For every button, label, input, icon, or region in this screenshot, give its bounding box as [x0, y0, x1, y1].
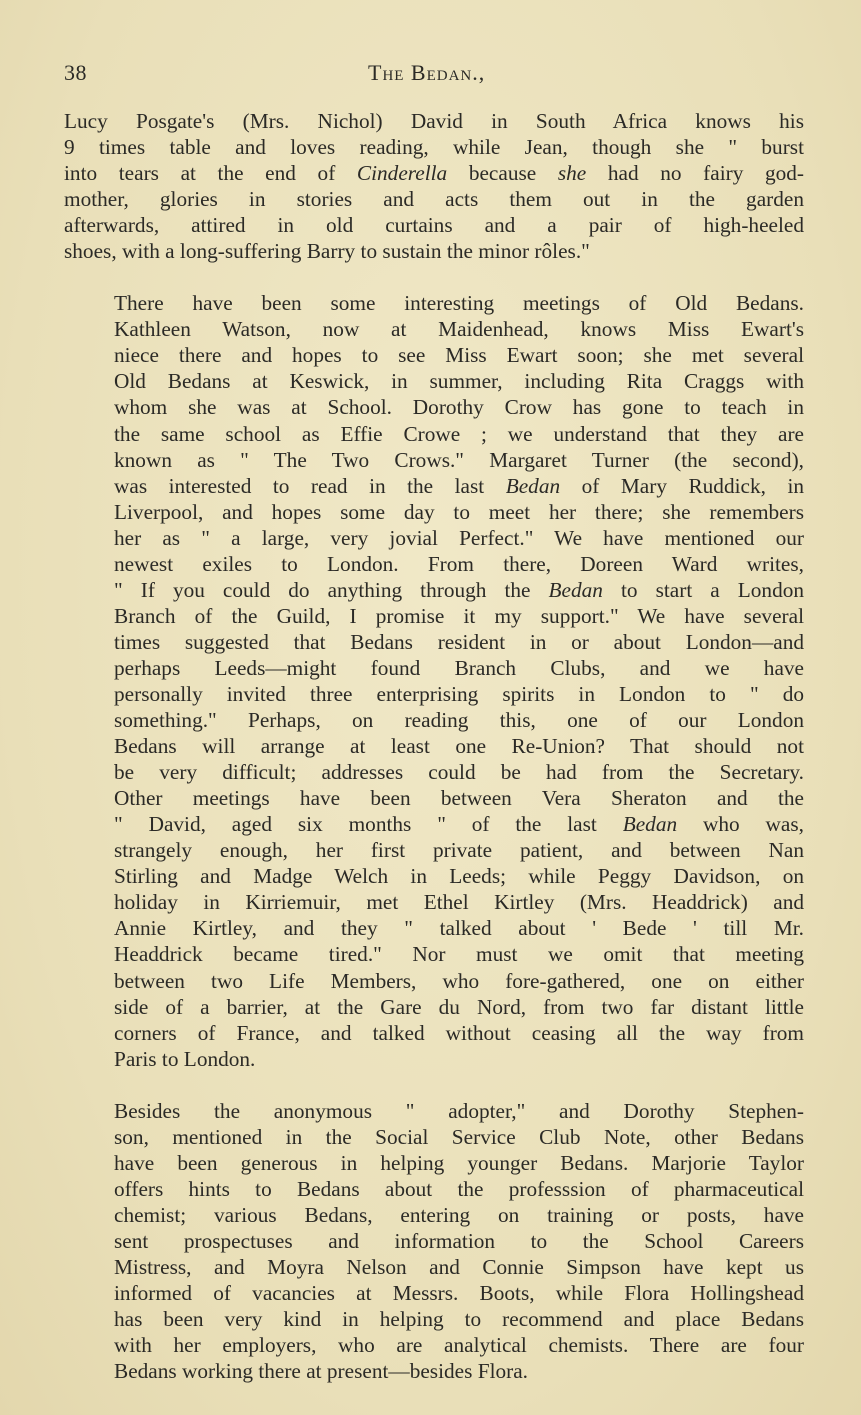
text-line: Other meetings have been between Vera Sheraton and the — [114, 786, 804, 811]
text-line: was interested to read in the last Bedan of Mary Ruddick, in — [114, 473, 805, 498]
text-line: sent prospectuses and information to the School Careers — [114, 1228, 804, 1253]
paragraph-helping-younger-bedans — [64, 1098, 804, 1385]
text-line: Lucy Posgate's (Mrs. Nichol) David in South Africa knows his — [64, 109, 804, 133]
page-header — [64, 60, 797, 90]
body-text — [64, 108, 804, 1384]
text-line: " If you could do anything through the Bedan to start a London — [114, 577, 805, 602]
text-line: shoes, with a long-suffering Barry to sustain the minor rôles." — [64, 239, 590, 264]
text-line: Liverpool, and hopes some day to meet her there; she remembers — [114, 499, 804, 524]
text-line: There have been some interesting meetings of Old Bedans. — [114, 291, 804, 316]
paragraph-old-bedans-meetings — [64, 290, 804, 1071]
page-number: 38 — [64, 60, 87, 85]
text-line: Paris to London. — [114, 1046, 256, 1071]
text-line: niece there and hopes to see Miss Ewart soon; she met several — [114, 343, 804, 368]
text-line: has been very kind in helping to recommend and place Bedans — [114, 1307, 804, 1332]
text-line: times suggested that Bedans resident in or about London—and — [114, 629, 804, 654]
text-line: Bedans will arrange at least one Re-Union? That should not — [114, 734, 804, 759]
text-line: holiday in Kirriemuir, met Ethel Kirtley (Mrs. Headdrick) and — [114, 890, 804, 915]
text-line: informed of vacancies at Messrs. Boots, while Flora Hollingshead — [114, 1281, 804, 1306]
text-line: between two Life Members, who fore-gathered, one on either — [114, 968, 804, 993]
text-line: side of a barrier, at the Gare du Nord, from two far distant little — [114, 994, 804, 1019]
text-line: Bedans working there at present—besides Flora. — [114, 1359, 528, 1384]
text-line: whom she was at School. Dorothy Crow has gone to teach in — [114, 395, 804, 420]
text-line: " David, aged six months " of the last Bedan who was, — [114, 812, 804, 837]
text-line: Mistress, and Moyra Nelson and Connie Simpson have kept us — [114, 1254, 804, 1279]
running-head: The Bedan., — [368, 60, 486, 85]
text-line: son, mentioned in the Social Service Club Note, other Bedans — [114, 1124, 804, 1149]
text-line: Branch of the Guild, I promise it my support." We have several — [114, 603, 804, 628]
text-line: something." Perhaps, on reading this, one of our London — [114, 708, 804, 733]
text-line: offers hints to Bedans about the professsion of pharmaceutical — [114, 1176, 804, 1201]
text-line: into tears at the end of Cinderella because she had no fairy god- — [64, 161, 804, 186]
text-line: have been generous in helping younger Bedans. Marjorie Taylor — [114, 1150, 804, 1175]
text-line: corners of France, and talked without ceasing all the way from — [114, 1020, 804, 1045]
text-line: 9 times table and loves reading, while Jean, though she " burst — [64, 135, 804, 160]
text-line: strangely enough, her first private patient, and between Nan — [114, 838, 804, 863]
text-line: personally invited three enterprising spirits in London to " do — [114, 681, 804, 706]
text-line: mother, glories in stories and acts them out in the garden — [64, 187, 804, 212]
text-line: with her employers, who are analytical chemists. There are four — [114, 1333, 804, 1358]
text-line: be very difficult; addresses could be had from the Secretary. — [114, 760, 804, 785]
text-line: known as " The Two Crows." Margaret Turner (the second), — [114, 447, 804, 472]
paragraph-lucy-posgate — [64, 108, 804, 264]
text-line: afterwards, attired in old curtains and a pair of high-heeled — [64, 213, 804, 238]
text-line: chemist; various Bedans, entering on training or posts, have — [114, 1202, 804, 1227]
text-line: Old Bedans at Keswick, in summer, including Rita Craggs with — [114, 369, 804, 394]
text-line: Annie Kirtley, and they " talked about ' Bede ' till Mr. — [114, 916, 804, 941]
text-line: newest exiles to London. From there, Doreen Ward writes, — [114, 551, 804, 576]
text-line: Stirling and Madge Welch in Leeds; while Peggy Davidson, on — [114, 864, 804, 889]
text-line: her as " a large, very jovial Perfect." We have mentioned our — [114, 525, 804, 550]
text-line: the same school as Effie Crowe ; we understand that they are — [114, 421, 804, 446]
text-line: Besides the anonymous " adopter," and Dorothy Stephen- — [114, 1098, 804, 1123]
text-line: perhaps Leeds—might found Branch Clubs, and we have — [114, 655, 804, 680]
text-line: Headdrick became tired." Nor must we omit that meeting — [114, 942, 804, 967]
text-line: Kathleen Watson, now at Maidenhead, knows Miss Ewart's — [114, 317, 804, 342]
